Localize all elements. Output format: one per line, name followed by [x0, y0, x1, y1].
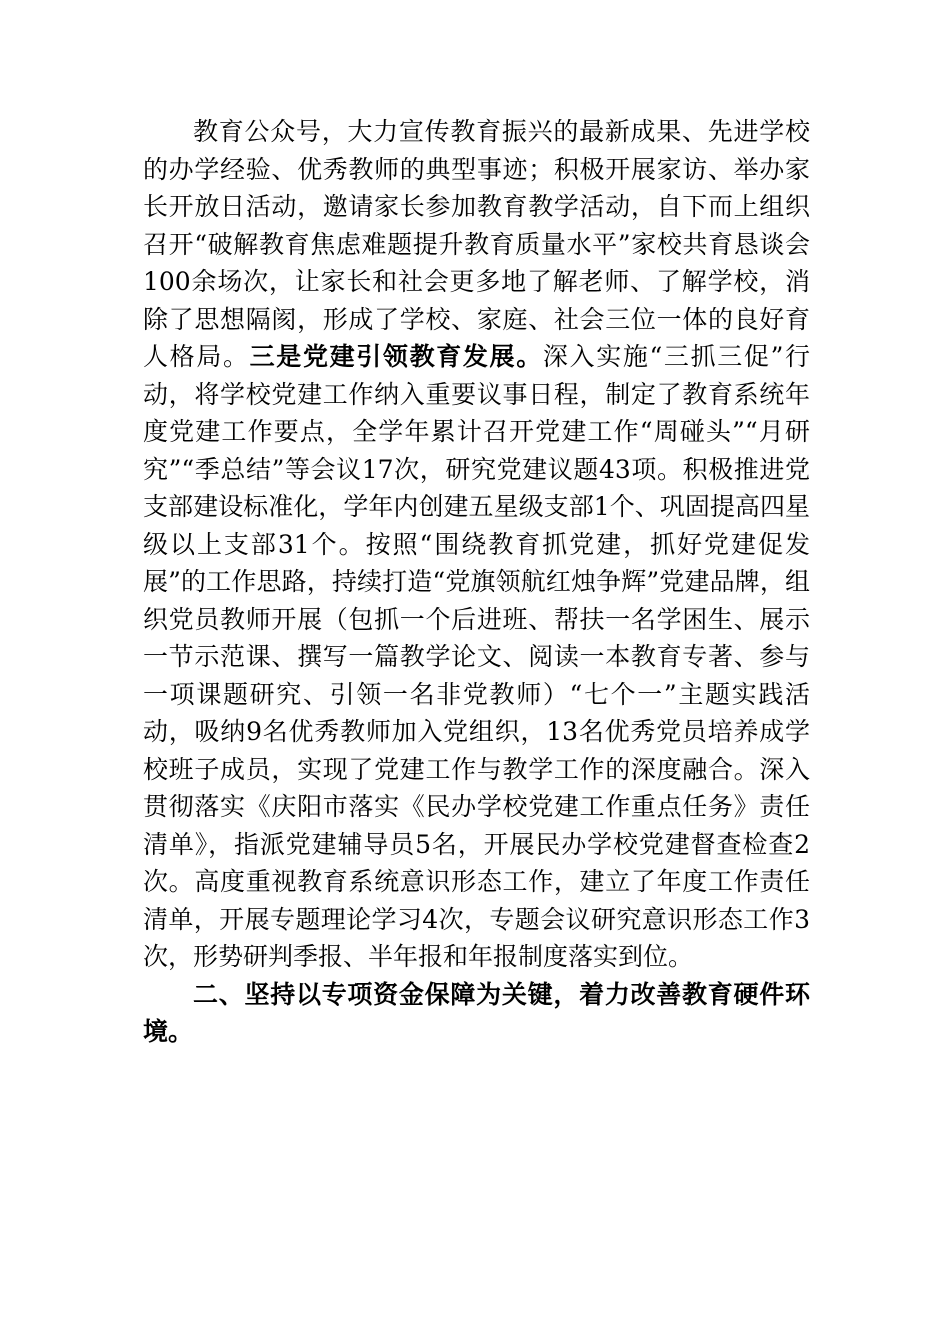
body-paragraph: [143, 113, 810, 976]
paragraph-text-part2: 深入实施“三抓三促”行动，将学校党建工作纳入重要议事日程，制定了教育系统年度党建工作要点，全学年累计召开党建工作“周碰头”“月研究”“季总结”等会议17次，研究党建议题43项。积极推进党支部建设标准化，学年内创建五星级支部1个、巩固提高四星级以上支部31个。按照“围绕教育抓党建，抓好党建促发展”的工作思路，持续打造“党旗领航红烛争辉”党建品牌，组织党员教师开展（包抓一个后进班、帮扶一名学困生、展示一节示范课、撰写一篇教学论文、阅读一本教育专著、参与一项课题研究、引领一名非党教师）“七个一”主题实践活动，吸纳9名优秀教师加入党组织，13名优秀党员培养成学校班子成员，实现了党建工作与教学工作的深度融合。深入贯彻落实《庆阳市落实《民办学校党建工作重点任务》责任清单》，指派党建辅导员5名，开展民办学校党建督查检查2次。高度重视教育系统意识形态工作，建立了年度工作责任清单，开展专题理论学习4次，专题会议研究意识形态工作3次，形势研判季报、半年报和年报制度落实到位。: [143, 342, 810, 971]
bold-inline-heading: 三是党建引领教育发展。: [249, 342, 543, 371]
paragraph-text-part1: 教育公众号，大力宣传教育振兴的最新成果、先进学校的办学经验、优秀教师的典型事迹；积极开展家访、举办家长开放日活动，邀请家长参加教育教学活动，自下而上组织召开“破解教育焦虑难题提升教育质量水平”家校共育恳谈会100余场次，让家长和社会更多地了解老师、了解学校，消除了思想隔阂，形成了学校、家庭、社会三位一体的良好育人格局。: [143, 117, 810, 371]
section-heading: 二、坚持以专项资金保障为关键，着力改善教育硬件环境。: [143, 979, 810, 1046]
document-body: [143, 113, 810, 1051]
